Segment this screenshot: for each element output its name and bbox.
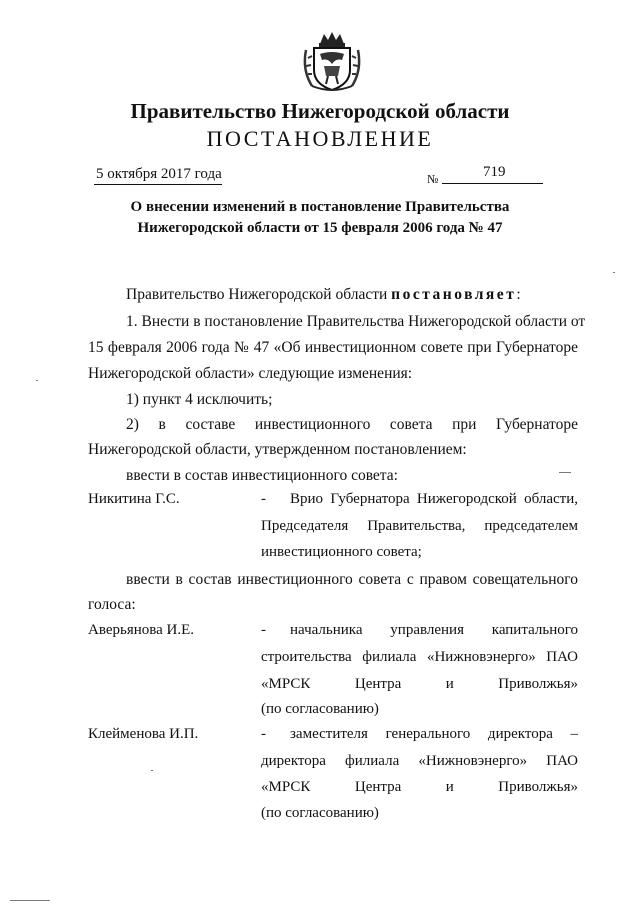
number-sign: № [427,172,439,186]
member-role-line: Врио Губернатора Нижегородской области, [290,491,578,507]
title-line: Нижегородской области от 15 февраля 2006 года № 47 [137,220,503,236]
preamble [126,286,521,304]
sub2-word: в [158,416,166,433]
advisory-intro: голоса: [88,596,136,613]
sub2-word: Губернаторе [496,416,578,433]
title-line: О внесении изменений в постановление Правительства [130,199,510,215]
scan-speck [613,272,615,273]
organization-title: Правительство Нижегородской области [130,99,510,123]
sub-item-1: 1) пункт 4 исключить; [126,391,273,408]
date-underline [94,184,222,185]
document-title [0,197,640,239]
item1-line: 15 февраля 2006 года № 47 «Об инвестиционном совете при Губернаторе [88,339,578,356]
member-dash: - [261,491,266,507]
document-type: ПОСТАНОВЛЕНИЕ [206,126,434,151]
member-role-line: инвестиционного совета; [261,544,422,560]
member-dash: - [261,622,266,638]
sub-item-2-line [126,416,578,434]
sub-item-2-line: Нижегородской области, утвержденном постановлением: [88,441,467,458]
member-name: Никитина Г.С. [88,491,180,507]
member-role-line: директора филиала «Нижновэнерго» ПАО [261,753,578,769]
members-intro: ввести в состав инвестиционного совета: [126,467,398,484]
sub2-word: составе [185,416,236,433]
sub2-word: 2) [126,416,139,433]
member-role-line: «МРСК Центра и Приволжья» [261,676,578,692]
scan-speck [36,380,38,381]
item1-line: Нижегородской области» следующие изменения: [88,365,413,382]
document-number: 719 [483,164,506,180]
sub2-word: инвестиционного [254,416,371,433]
preamble-text: Правительство Нижегородской области [126,286,388,303]
member-role-line: Председателя Правительства, председателем [261,518,578,534]
item1-line: 1. Внести в постановление Правительства Нижегородской области от [126,313,586,330]
scan-speck [559,472,571,473]
member-role-line: «МРСК Центра и Приволжья» [261,779,578,795]
member-role-line: заместителя генерального директора – [290,726,578,742]
scan-speck [10,900,50,901]
member-role-line: (по согласованию) [261,701,379,717]
member-role-line: начальника управления капитального [290,622,578,638]
member-name: Аверьянова И.Е. [88,622,195,638]
sub2-word: при [452,416,477,433]
scan-speck [151,770,153,771]
member-role-line: строительства филиала «Нижновэнерго» ПАО [261,649,578,665]
preamble-decree: постановляет [391,286,517,303]
coat-of-arms-icon [302,30,362,94]
document-date: 5 октября 2017 года [96,166,222,182]
number-underline [442,183,543,184]
member-dash: - [261,726,266,742]
preamble-colon: : [516,286,521,303]
member-role-line: (по согласованию) [261,805,379,821]
sub2-word: совета [389,416,433,433]
member-name: Клейменова И.П. [88,726,199,742]
advisory-intro: ввести в состав инвестиционного совета с правом совещательного [126,571,578,588]
